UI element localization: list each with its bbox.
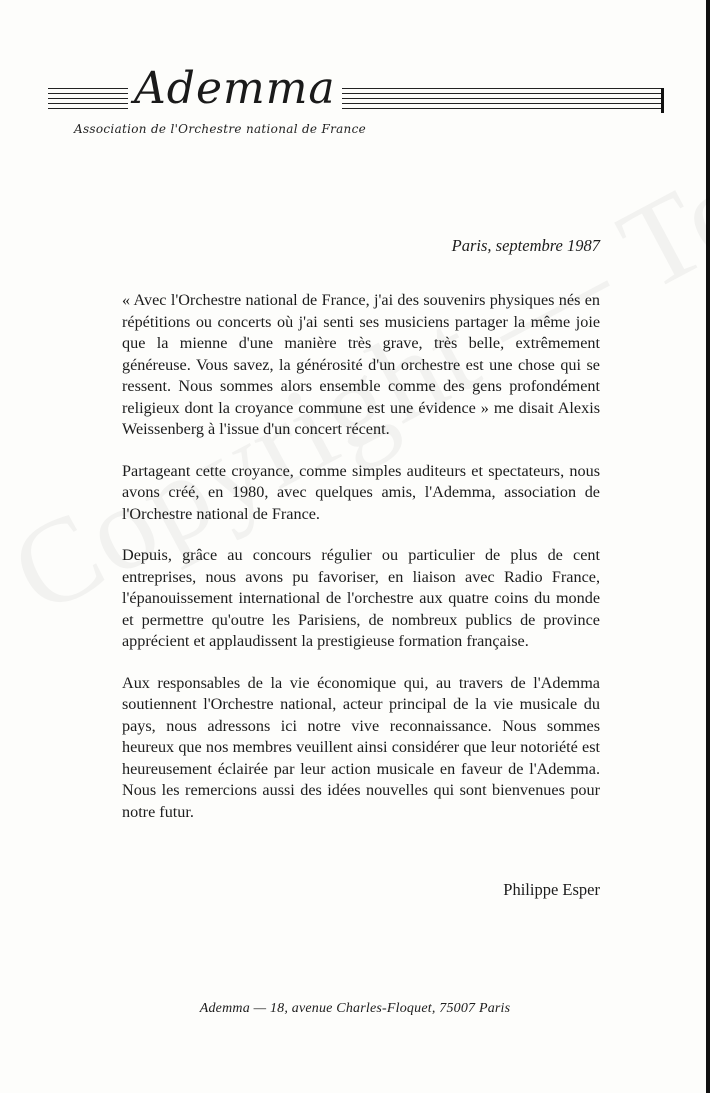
letter-body bbox=[122, 290, 600, 843]
paragraph: Partageant cette croyance, comme simples auditeurs et spectateurs, nous avons créé, en 1980, avec quelques amis, l'Ademma, association de l'Orchestre national de France. bbox=[122, 461, 600, 523]
signature: Philippe Esper bbox=[503, 880, 600, 899]
dateline: Paris, septembre 1987 bbox=[451, 236, 600, 255]
bar-line bbox=[661, 88, 664, 113]
paragraph: Depuis, grâce au concours régulier ou particulier de plus de cent entreprises, nous avons pu favoriser, en liaison avec Radio France, l'épanouissement international de l'orchestre aux quatre coins du monde et permettre qu'outre les Parisiens, de nombreux publics de province apprécient et applaudissent la prestigieuse formation française. bbox=[122, 546, 600, 650]
association-subtitle: Association de l'Orchestre national de France bbox=[74, 122, 367, 136]
footer-address: Ademma — 18, avenue Charles-Floquet, 75007 Paris bbox=[199, 1001, 511, 1016]
staff-lines-left bbox=[48, 88, 133, 110]
ademma-logo: Ademma bbox=[128, 64, 342, 114]
staff-lines-right bbox=[298, 88, 664, 110]
masthead bbox=[48, 63, 668, 140]
paragraph: Aux responsables de la vie économique qui, au travers de l'Ademma soutiennent l'Orchestre national, acteur principal de la vie musicale du pays, nous adressons ici notre vive reconnaissance. Nous sommes heureux que nos membres veuillent ainsi considérer que leur notoriété est heureusement éclairée par leur action musicale en faveur de l'Ademma. Nous les remercions aussi des idées nouvelles qui sont bienvenues pour notre futur. bbox=[122, 673, 600, 821]
paragraph: « Avec l'Orchestre national de France, j'ai des souvenirs physiques nés en répétitions ou concerts où j'ai senti ses musiciens partager la même joie que la mienne d'une manière très grave, très belle, extrêmement généreuse. Vous savez, la générosité d'un orchestre est une chose qui se ressent. Nous sommes alors ensemble comme des gens profondément religieux dont la croyance commune est une évidence » me disait Alexis Weissenberg à l'issue d'un concert récent. bbox=[122, 291, 600, 438]
page-edge bbox=[706, 0, 710, 1093]
